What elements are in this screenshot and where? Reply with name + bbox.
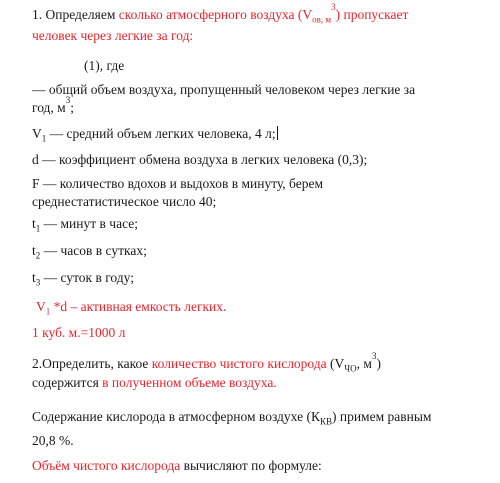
note-active-capacity: $V_1$ *d – активная емкость легких. [36,299,227,317]
formula-reference: (1), где [84,58,125,73]
section-1-heading: 1. Определяем сколько атмосферного воздуха $(V_{ов, м}^3)$ пропускает [32,2,409,25]
definition-total-volume-line2: год, $м^3$; [32,95,74,115]
section-2-heading-line2: содержится в полученном объеме воздуха. [32,375,277,390]
formula-intro: Объём чистого кислорода вычисляют по формуле: [32,458,322,473]
definition-t2: $t_2$ — часов в сутках; [32,243,147,261]
definition-t3: $t_3$ — суток в году; [32,270,134,288]
definition-total-volume: — общий объем воздуха, пропущенный человеком через легкие за [32,82,416,97]
definition-f: F — количество вдохов и выдохов в минуту, берем [32,176,324,191]
oxygen-content-value: 20,8 %. [32,433,74,448]
definition-t1: $t_1$ — минут в часе; [32,216,138,234]
section-2-heading: 2.Определить, какое количество чистого кислорода ($V_{ЧО}$, $м^3$) [32,351,381,374]
definition-v1: $V_1$ — средний объем легких человека, 4 л; [32,126,276,144]
oxygen-content: Содержание кислорода в атмосферном воздухе $(К_{КВ})$ примем равным [32,409,432,427]
note-cubic-meter: 1 куб. м.=1000 л [32,325,126,340]
section-1-heading-line2: человек через легкие за год: [32,28,194,43]
definition-d: d — коэффициент обмена воздуха в легких человека (0,3); [32,152,368,167]
text-cursor [277,126,278,140]
definition-f-line2: среднестатистическое число 40; [32,194,217,209]
